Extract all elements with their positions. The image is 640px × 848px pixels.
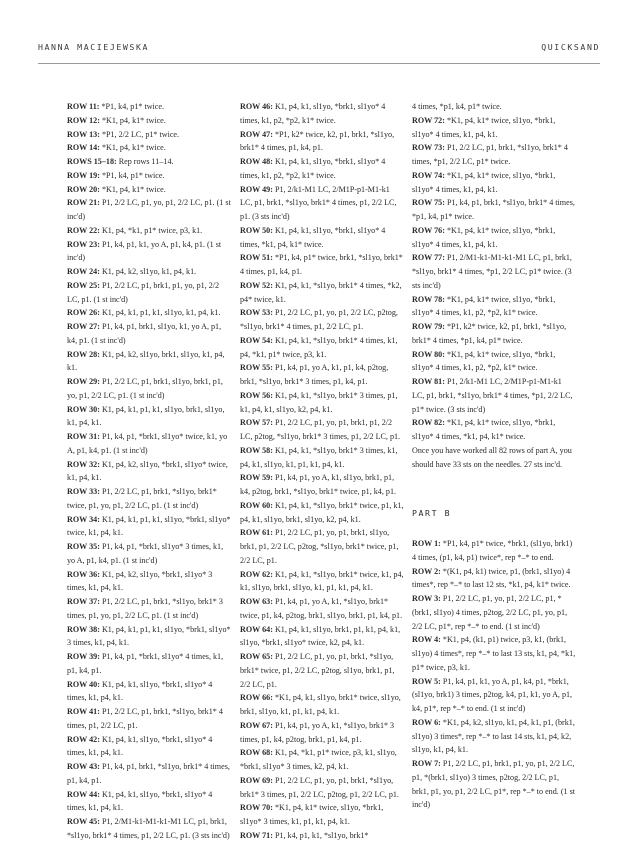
row-instruction: K1, p4, k2, sl1yo, brk1, sl1yo, k1, p4, k1. — [67, 349, 225, 373]
row-instruction: P1, k4, p1, *brk1, sl1yo* 4 times, k1, p1, k4, p1. — [67, 652, 224, 675]
pattern-row — [412, 224, 576, 252]
row-label: ROW 21: — [67, 198, 100, 208]
row-label: ROW 32: — [67, 459, 100, 469]
row-instruction: P1, 2/2 LC, p1, yo, p1, brk1, p1, 2/2 LC, p2tog, *sl1yo, brk1* 3 times, p1, 2/2 LC, p1. — [240, 418, 401, 441]
pattern-row — [412, 141, 576, 169]
row-label: ROW 31: — [67, 432, 100, 441]
row-instruction: P1, k4, p1, yo A, k1, p1, k4, p2tog, brk1, *sl1yo, brk1* 3 times, p1, k4, p1. — [240, 363, 389, 386]
row-label: ROW 57: — [240, 418, 273, 428]
pattern-row — [240, 389, 404, 417]
row-label: ROW 72: — [412, 115, 445, 125]
pattern-row — [240, 471, 404, 499]
row-label: ROW 22: — [67, 225, 100, 235]
row-instruction: P1, k4, p1, yo A, k1, *sl1yo, brk1* twice, p1, k4, p2tog, brk1, sl1yo, brk1, p1, k4, p1. — [240, 597, 403, 620]
row-instruction: K1, p4, k1, *sl1yo, brk1* 4 times, k1, p4, *k1, p1* twice, p3, k1. — [240, 335, 398, 359]
row-label: ROW 54: — [240, 335, 273, 345]
row-label: ROW 30: — [67, 404, 100, 414]
row-instruction: K1, p4, k2, sl1yo, *brk1, sl1yo* 3 times, k1, p4, k1. — [67, 569, 213, 593]
pattern-row — [412, 375, 576, 416]
pattern-row — [67, 238, 231, 266]
pattern-row — [240, 155, 404, 183]
row-label: ROW 29: — [67, 377, 100, 386]
row-label: ROW 44: — [67, 789, 100, 799]
row-instruction: *(K1, p4, k1) twice, p1, (brk1, sl1yo) 4 times*, rep *–* to last 12 sts, *k1, p4, k1* twice. — [412, 566, 571, 590]
row-label: ROW 13: — [67, 129, 100, 139]
row-instruction: P1, 2/2 LC, p1, yo, p1, 2/2 LC, p1. (1 st inc'd) — [67, 198, 231, 221]
row-instruction: *K1, p4, k1* twice, sl1yo, *brk1, sl1yo* 4 times, *k1, p4, k1* twice. — [412, 418, 556, 441]
running-header-author: HANNA MACIEJEWSKA — [38, 42, 149, 52]
row-label: ROWS 15–18: — [67, 157, 117, 166]
pattern-row — [67, 169, 231, 183]
row-instruction: Once you have worked all 82 rows of part A, you should have 33 sts on the needles. 27 sts inc'd. — [412, 445, 572, 469]
row-instruction: K1, p4, k1, sl1yo, *brk1, sl1yo* 4 times, k1, p4, k1. — [67, 734, 213, 758]
row-label: ROW 19: — [67, 170, 100, 180]
row-instruction: P1, 2/2 LC, p1, brk1, *sl1yo, brk1* 4 times, *p1, 2/2 LC, p1* twice. — [412, 143, 568, 166]
row-label: ROW 41: — [67, 707, 100, 716]
row-instruction: *K1, p4, k1* twice, sl1yo, *brk1, sl1yo* 4 times, k1, p2, *p2, k1* twice. — [412, 294, 556, 318]
pattern-row — [67, 788, 231, 816]
row-instruction: K1, p4, k1, sl1yo, *brk1, sl1yo* 4 times, k1, p4, k1. — [67, 789, 213, 813]
row-instruction: K1, p4, k1, sl1yo, *brk1, sl1yo* 4 times, k1, p4, k1. — [67, 679, 213, 703]
row-instruction: P1, 2/2 LC, p1, brk1, *sl1yo, brk1* 3 times, p1, yo, p1, 2/2 LC, p1. (1 st inc'd) — [67, 597, 223, 620]
row-label: ROW 14: — [67, 143, 100, 153]
row-instruction: *K1, p4, k1* twice, sl1yo, *brk1, sl1yo* 4 times, k1, p4, k1. — [412, 170, 556, 194]
row-instruction: *P1, k2* twice, k2, p1, brk1, *sl1yo, brk1* 4 times, *p1, k4, p1* twice. — [412, 322, 567, 345]
pattern-row — [67, 265, 231, 279]
pattern-row — [240, 526, 404, 567]
pattern-row — [412, 348, 576, 376]
pattern-row — [67, 458, 231, 486]
row-instruction: 4 times, *p1, k4, p1* twice. — [412, 102, 502, 111]
row-instruction: P1, 2/M1-k1-M1-k1-M1 LC, p1, brk1, *sl1yo, brk1* 4 times, *p1, 2/2 LC, p1* twice. (3 sts inc'd) — [412, 253, 572, 290]
pattern-row — [240, 361, 404, 389]
row-label: ROW 5: — [412, 676, 441, 686]
row-label: ROW 4: — [412, 635, 441, 645]
row-label: ROW 35: — [67, 542, 100, 551]
row-label: ROW 51: — [240, 253, 273, 263]
pattern-row — [240, 183, 404, 224]
pattern-row — [67, 128, 231, 142]
row-label: ROW 74: — [412, 170, 445, 180]
row-label: ROW 71: — [240, 830, 273, 840]
row-label: ROW 56: — [240, 390, 273, 400]
row-label: ROW 70: — [240, 803, 273, 813]
row-label: ROW 60: — [240, 500, 273, 510]
row-instruction: *P1, k4, p1* twice. — [101, 102, 164, 111]
row-label: ROW 7: — [412, 759, 441, 768]
row-instruction: K1, p4, k1, *sl1yo, brk1* 3 times, k1, p4, k1, sl1yo, k1, p1, k1, p4, k1. — [240, 445, 398, 469]
pattern-row — [67, 100, 231, 114]
pattern-row — [67, 196, 231, 224]
row-instruction: P1, k4, p1, brk1, *sl1yo, brk1* 4 times, p1, k4, p1. — [67, 762, 230, 785]
pattern-row — [412, 114, 576, 142]
pattern-row — [240, 444, 404, 472]
row-instruction: P1, 2/2 LC, p1, brk1, *sl1yo, brk1* 4 times, p1, 2/2 LC, p1. — [67, 707, 223, 730]
pattern-row — [67, 348, 231, 376]
row-instruction: K1, p4, *k1, p1* twice, p3, k1, sl1yo, *brk1, sl1yo* 3 times, k2, p4, k1. — [240, 748, 397, 771]
row-label: ROW 11: — [67, 102, 100, 111]
pattern-row — [412, 169, 576, 197]
pattern-row — [67, 155, 231, 169]
pattern-row — [240, 774, 404, 802]
row-label: ROW 58: — [240, 445, 273, 455]
row-instruction: P1, k4, p1, *brk1, sl1yo* twice, k1, yo A, p1, k4, p1. (1 st inc'd) — [67, 432, 228, 455]
row-label: ROW 20: — [67, 184, 100, 194]
pattern-row — [412, 592, 576, 633]
row-instruction: P1, 2/2 LC, p1, yo, p1, brk1, *sl1yo, brk1* 3 times, p1, 2/2 LC, p2tog, p1, 2/2 LC, p1. — [240, 775, 399, 799]
pattern-row — [67, 224, 231, 238]
pattern-row — [67, 183, 231, 197]
pattern-row — [67, 733, 231, 761]
pattern-row — [240, 801, 404, 829]
row-instruction: *K1, p4, k1* twice, sl1yo, *brk1, sl1yo* 4 times, k1, p4, k1. — [412, 115, 556, 139]
pattern-row — [67, 403, 231, 431]
row-instruction: K1, p4, k1, p1, k1, sl1yo, k1, p4, k1. — [101, 308, 221, 318]
pattern-row — [412, 100, 576, 114]
row-instruction: P1, 2/2 LC, p1, brk1, p1, yo, p1, 2/2 LC, p1, *(brk1, sl1yo) 3 times, p2tog, 2/2 LC, p1, brk1, p1, yo, p1, 2/2 LC, p1*, rep *–* to end. (1 st inc'd) — [412, 759, 575, 810]
row-label: ROW 24: — [67, 267, 100, 276]
pattern-row — [240, 224, 404, 252]
pattern-row — [412, 416, 576, 444]
row-instruction: K1, p4, k1, p1, k1, sl1yo, brk1, sl1yo, k1, p4, k1. — [67, 404, 225, 428]
row-label: ROW 38: — [67, 624, 100, 634]
row-instruction: K1, p4, *k1, p1* twice, p3, k1. — [101, 225, 203, 235]
row-instruction: *K1, p4, k1* twice, sl1yo, *brk1, sl1yo* 4 times, k1, p2, *p2, k1* twice. — [412, 349, 556, 373]
pattern-row — [67, 760, 231, 788]
row-instruction: Rep rows 11–14. — [118, 157, 174, 166]
row-label: ROW 66: — [240, 693, 273, 703]
row-label: ROW 76: — [412, 225, 445, 235]
row-label: ROW 45: — [67, 817, 100, 826]
pattern-row — [67, 650, 231, 678]
pattern-row — [67, 279, 231, 307]
pattern-row — [67, 568, 231, 596]
row-label: ROW 34: — [67, 514, 100, 524]
row-label: ROW 81: — [412, 377, 445, 386]
row-label: ROW 6: — [412, 717, 441, 727]
row-label: ROW 55: — [240, 363, 273, 373]
row-instruction: P1, k4, p1, yo A, k1, sl1yo, brk1, p1, k4, p2tog, brk1, *sl1yo, brk1* twice, p1, k4, p1. — [240, 473, 397, 496]
row-instruction: P1, 2/2 LC, p1, brk1, *sl1yo, brk1* twice, p1, yo, p1, 2/2 LC, p1. (1 st inc'd) — [67, 487, 217, 510]
row-instruction: P1, 2/k1-M1 LC, 2/M1P-p1-M1-k1 LC, p1, brk1, *sl1yo, brk1* 4 times, p1, 2/2 LC, p1. (3 sts inc'd) — [240, 184, 397, 221]
row-instruction: *P1, k4, p1* twice, brk1, *sl1yo, brk1* 4 times, p1, k4, p1. — [240, 253, 403, 276]
row-instruction: K1, p4, k1, sl1yo, *brk1, sl1yo* 4 times, k1, p2, *p2, k1* twice. — [240, 157, 386, 180]
row-label: ROW 48: — [240, 157, 273, 166]
row-instruction: *K1, p4, k1* twice, sl1yo, *brk1, sl1yo* 3 times, k1, p1, k1, p4, k1. — [240, 803, 384, 826]
row-instruction: *K1, p4, k2, sl1yo, k1, p4, k1, p1, (brk1, sl1yo) 3 times*, rep *–* to last 14 sts, k1, p4, k2, sl1yo, k1, p4, k1. — [412, 717, 575, 755]
row-instruction: K1, p4, k1, *sl1yo, brk1* 4 times, *k2, p4* twice, k1. — [240, 280, 402, 304]
row-instruction: *P1, k4, p1* twice. — [101, 170, 165, 180]
row-instruction: *K1, p4, k1* twice. — [101, 184, 166, 194]
row-label: ROW 75: — [412, 198, 445, 208]
pattern-row — [240, 279, 404, 307]
row-instruction: *K1, p4, k1* twice, sl1yo, *brk1, sl1yo* 4 times, k1, p4, k1. — [412, 225, 556, 249]
row-label: ROW 3: — [412, 594, 441, 603]
row-label: ROW 67: — [240, 720, 273, 730]
row-label: ROW 39: — [67, 652, 100, 661]
pattern-row — [240, 719, 404, 747]
row-instruction: *K1, p4, k1* twice. — [101, 143, 166, 153]
row-instruction: *P1, k4, p1* twice, *brk1, (sl1yo, brk1) 4 times, (p1, k4, p1) twice*, rep *–* to end. — [412, 539, 573, 562]
pattern-row — [412, 565, 576, 593]
running-header-section: QUICKSAND — [541, 42, 600, 52]
pattern-row — [412, 675, 576, 716]
pattern-row — [240, 568, 404, 596]
row-instruction: P1, 2/2 LC, p1, brk1, p1, yo, p1, 2/2 LC, p1. (1 st inc'd) — [67, 280, 220, 304]
pattern-row — [67, 141, 231, 155]
row-label: ROW 63: — [240, 597, 273, 606]
row-instruction: P1, k4, p1, k1, yo A, p1, k4, p1, *brk1, (sl1yo, brk1) 3 times, p2tog, k4, p1, k1, yo A, p1, k4, p1*, rep *–* to end. (1 st inc'd) — [412, 676, 573, 713]
row-instruction: K1, p4, k1, *sl1yo, brk1* 3 times, p1, k1, p4, k1, sl1yo, k2, p4, k1. — [240, 390, 398, 414]
pattern-row — [240, 829, 404, 843]
pattern-row — [240, 334, 404, 362]
pattern-row — [412, 716, 576, 757]
row-label: ROW 62: — [240, 569, 273, 579]
pattern-row — [412, 320, 576, 348]
row-label: ROW 33: — [67, 487, 100, 496]
row-label: ROW 47: — [240, 129, 273, 139]
pattern-row — [412, 444, 576, 472]
pattern-row — [240, 251, 404, 279]
row-label: ROW 79: — [412, 322, 445, 331]
pattern-row — [412, 293, 576, 321]
pattern-row — [67, 320, 231, 348]
pattern-row — [412, 251, 576, 292]
pattern-row — [67, 595, 231, 623]
row-label: ROW 43: — [67, 762, 100, 771]
pattern-row — [67, 678, 231, 706]
pattern-row — [412, 537, 576, 565]
row-label: ROW 73: — [412, 143, 445, 153]
row-label: ROW 12: — [67, 115, 100, 125]
row-label: ROW 46: — [240, 102, 273, 111]
row-label: ROW 23: — [67, 239, 100, 249]
pattern-row — [240, 650, 404, 691]
row-label: ROW 42: — [67, 734, 100, 744]
pattern-row — [240, 499, 404, 527]
row-instruction: P1, 2/2 LC, p1, yo, p1, 2/2 LC, p2tog, *sl1yo, brk1* 4 times, p1, 2/2 LC, p1. — [240, 308, 398, 331]
column-3 — [412, 100, 576, 812]
row-instruction: P1, k4, p1, k1, yo A, p1, k4, p1. (1 st inc'd) — [67, 239, 222, 263]
pattern-row — [240, 746, 404, 774]
row-label: ROW 77: — [412, 253, 445, 263]
row-label: ROW 36: — [67, 569, 100, 579]
row-label: ROW 65: — [240, 652, 273, 661]
row-instruction: K1, p4, k1, sl1yo, brk1, p1, k1, p4, k1, sl1yo, *brk1, sl1yo* twice, k2, p4, k1. — [240, 624, 401, 648]
row-instruction: P1, 2/2 LC, p1, yo, p1, brk1, *sl1yo, brk1* twice, p1, 2/2 LC, p2tog, sl1yo, brk1, p1, 2/2 LC, p1. — [240, 652, 395, 689]
row-label: ROW 53: — [240, 308, 273, 318]
pattern-row — [412, 757, 576, 812]
row-label: ROW 68: — [240, 748, 273, 758]
row-instruction: P1, k4, p1, k1, *sl1yo, brk1* — [274, 830, 369, 840]
pattern-row — [67, 513, 231, 541]
pattern-row — [240, 595, 404, 623]
pattern-row — [240, 128, 404, 156]
row-label: ROW 26: — [67, 308, 100, 318]
row-instruction: K1, p4, k1, *sl1yo, brk1* twice, k1, p4, k1, sl1yo, brk1, sl1yo, k1, p1, k1, p4, k1. — [240, 569, 404, 593]
pattern-row — [240, 623, 404, 651]
row-instruction: P1, k4, p1, yo A, k1, *sl1yo, brk1* 3 times, p1, k4, p2tog, brk1, p1, k4, p1. — [240, 720, 395, 744]
row-instruction: *K1, p4, (k1, p1) twice, p3, k1, (brk1, sl1yo) 4 times*, rep *–* to last 13 sts, k1, p4, *k1, p1* twice, p3, k1. — [412, 635, 576, 672]
row-instruction: K1, p4, k1, sl1yo, *brk1, sl1yo* 4 times, *k1, p4, k1* twice. — [240, 225, 386, 249]
row-instruction: *P1, k2* twice, k2, p1, brk1, *sl1yo, brk1* 4 times, p1, k4, p1. — [240, 129, 395, 153]
row-instruction: *K1, p4, k1* twice. — [101, 115, 166, 125]
row-instruction: K1, p4, k2, sl1yo, k1, p4, k1. — [101, 267, 197, 276]
pattern-row — [67, 306, 231, 320]
row-label: ROW 59: — [240, 473, 273, 483]
part-b-heading: PART B — [412, 508, 452, 519]
pattern-row — [67, 815, 231, 843]
row-label: ROW 50: — [240, 225, 273, 235]
row-label: ROW 52: — [240, 280, 273, 290]
pattern-row — [67, 540, 231, 568]
pattern-row — [412, 633, 576, 674]
pattern-row — [67, 430, 231, 458]
row-label: ROW 40: — [67, 679, 100, 689]
pattern-row — [240, 416, 404, 444]
row-label: ROW 27: — [67, 322, 100, 331]
row-instruction: P1, 2/2 LC, p1, yo, p1, 2/2 LC, p1, *(brk1, sl1yo) 4 times, p2tog, 2/2 LC, p1, yo, p1, 2/2 LC, p1*, rep *–* to end. (1 st inc'd) — [412, 594, 568, 631]
row-instruction: K1, p4, k1, *sl1yo, brk1* twice, p1, k1, p4, k1, sl1yo, brk1, sl1yo, k2, p4, k1. — [240, 500, 404, 524]
row-instruction: P1, 2/2 LC, p1, brk1, sl1yo, brk1, p1, yo, p1, 2/2 LC, p1. (1 st inc'd) — [67, 377, 223, 400]
pattern-row — [67, 705, 231, 733]
row-label: ROW 78: — [412, 294, 445, 304]
column-2 — [240, 100, 404, 843]
row-label: ROW 69: — [240, 775, 273, 785]
row-label: ROW 49: — [240, 184, 273, 194]
row-label: ROW 64: — [240, 624, 273, 634]
header-rule — [38, 63, 600, 64]
pattern-row — [412, 196, 576, 224]
row-label: ROW 37: — [67, 597, 100, 606]
row-label: ROW 2: — [412, 566, 441, 576]
pattern-row — [240, 306, 404, 334]
row-instruction: K1, p4, k1, sl1yo, *brk1, sl1yo* 4 times, k1, p2, *p2, k1* twice. — [240, 102, 386, 125]
row-instruction: *P1, 2/2 LC, p1* twice. — [101, 129, 180, 139]
row-instruction: P1, k4, p1, brk1, *sl1yo, brk1* 4 times, *p1, k4, p1* twice. — [412, 198, 575, 221]
pattern-row — [67, 114, 231, 128]
row-instruction: K1, p4, k1, p1, k1, sl1yo, *brk1, sl1yo* 3 times, k1, p4, k1. — [67, 624, 231, 648]
row-instruction: P1, k4, p1, brk1, sl1yo, k1, yo A, p1, k4, p1. (1 st inc'd) — [67, 322, 222, 345]
row-label: ROW 1: — [412, 539, 441, 548]
row-instruction: K1, p4, k1, p1, k1, sl1yo, *brk1, sl1yo* twice, k1, p4, k1. — [67, 514, 231, 538]
row-instruction: P1, 2/k1-M1 LC, 2/M1P-p1-M1-k1 LC, p1, brk1, *sl1yo, brk1* 4 times, *p1, 2/2 LC, p1* twice. (3 sts inc'd) — [412, 377, 573, 414]
row-label: ROW 25: — [67, 280, 100, 290]
pattern-row — [67, 623, 231, 651]
pattern-row — [240, 100, 404, 128]
pattern-row — [67, 485, 231, 513]
row-instruction: P1, 2/M1-k1-M1-k1-M1 LC, p1, brk1, *sl1yo, brk1* 4 times, p1, 2/2 LC, p1. (3 sts inc'd) — [67, 817, 230, 840]
row-instruction: K1, p4, k2, sl1yo, *brk1, sl1yo* twice, k1, p4, k1. — [67, 459, 228, 483]
row-label: ROW 80: — [412, 349, 445, 359]
row-label: ROW 28: — [67, 349, 100, 359]
row-label: ROW 82: — [412, 418, 445, 428]
row-label: ROW 61: — [240, 528, 273, 538]
column-1 — [67, 100, 231, 843]
pattern-row — [67, 375, 231, 403]
row-instruction: P1, 2/2 LC, p1, yo, p1, brk1, sl1yo, brk1, p1, 2/2 LC, p2tog, *sl1yo, brk1* twice, p1, 2/2 LC, p1. — [240, 528, 399, 565]
row-instruction: *K1, p4, k1, sl1yo, brk1* twice, sl1yo, brk1, sl1yo, k1, p1, k1, p4, k1. — [240, 693, 401, 716]
pattern-row — [240, 691, 404, 719]
row-instruction: P1, k4, p1, *brk1, sl1yo* 3 times, k1, yo A, p1, k4, p1. (1 st inc'd) — [67, 542, 224, 565]
